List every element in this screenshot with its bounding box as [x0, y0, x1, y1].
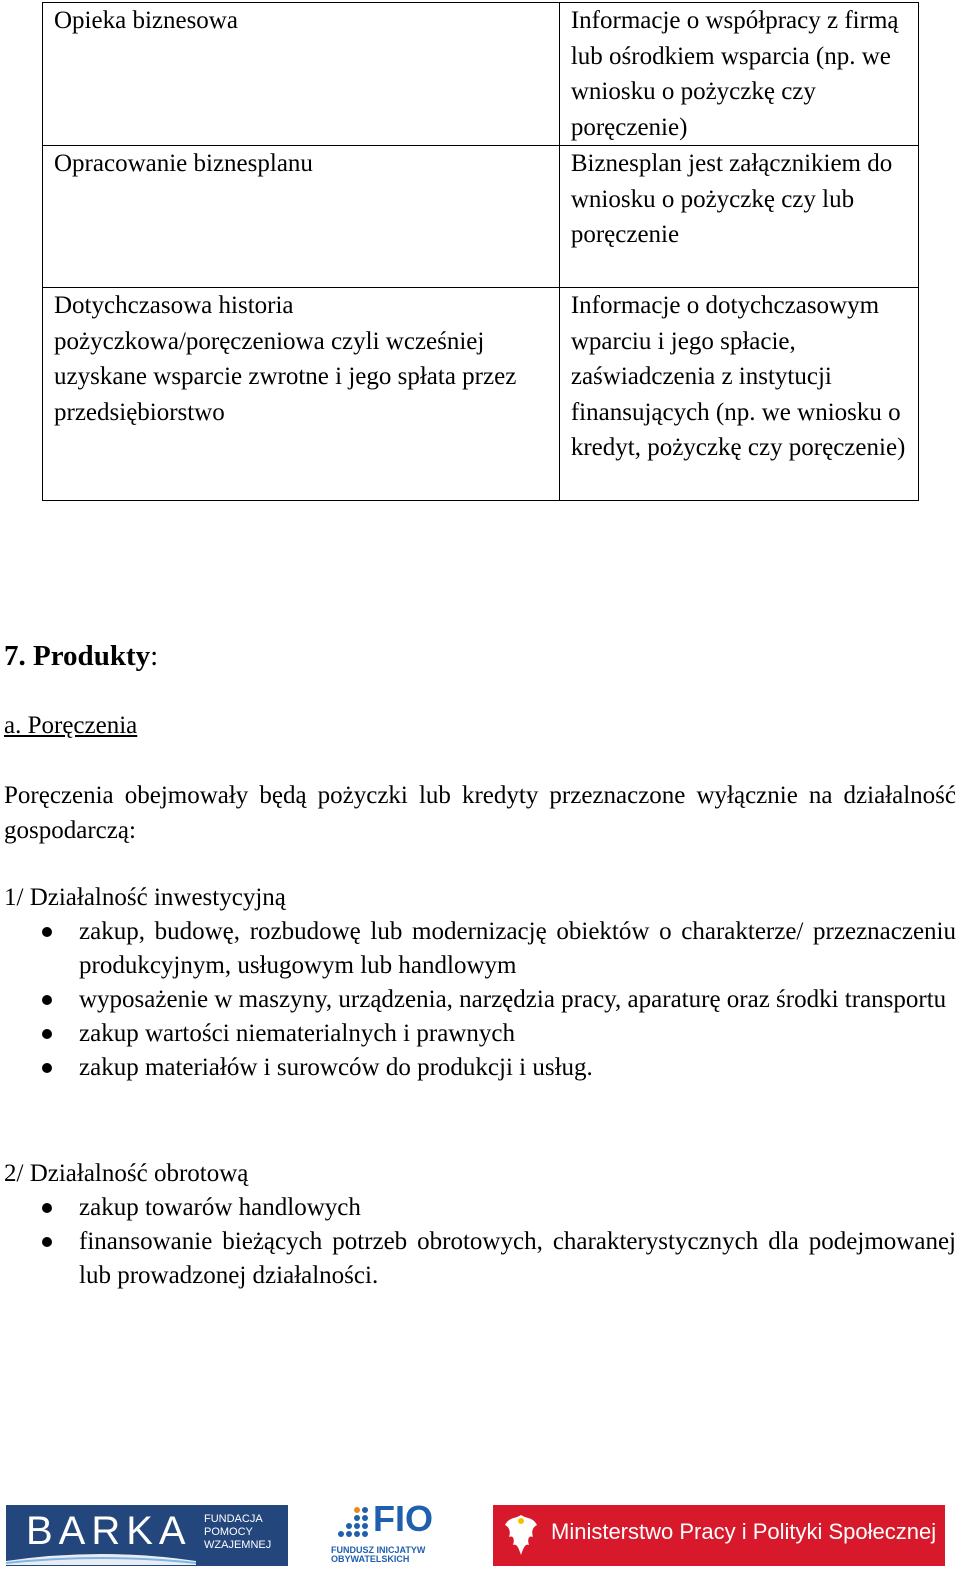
- table-cell-right: Biznesplan jest załącznikiem do wniosku o pożyczkę czy lub poręczenie: [559, 146, 918, 288]
- bullet-icon: [42, 1237, 52, 1247]
- table-cell-left: Opieka biznesowa: [43, 3, 560, 146]
- group-label: 1/ Działalność inwestycyjną: [4, 884, 286, 911]
- fio-subtitle: FUNDUSZ INICJATYW OBYWATELSKICH: [331, 1545, 426, 1564]
- group-investment: [4, 880, 956, 1085]
- bullet-icon: [42, 1063, 52, 1073]
- ministry-name: Ministerstwo Pracy i Polityki Społecznej: [551, 1519, 937, 1544]
- group-working-capital: [4, 1156, 956, 1293]
- table-row: [43, 288, 919, 501]
- footer-logos: [0, 1500, 960, 1572]
- section-title: Produkty: [33, 640, 151, 672]
- list-item: [4, 1191, 956, 1225]
- section-colon: :: [150, 640, 159, 672]
- list-item: [4, 1051, 956, 1085]
- list-item-text: zakup materiałów i surowców do produkcji i usług.: [79, 1054, 593, 1081]
- table-cell-left: Dotychczasowa historia pożyczkowa/poręczeniowa czyli wcześniej uzyskane wsparcie zwrotne i jego spłata przez przedsiębiorstwo: [43, 288, 560, 501]
- list-item-text: finansowanie bieżących potrzeb obrotowych, charakterystycznych dla podejmowanej lub prowadzonej działalności.: [79, 1228, 956, 1289]
- table-cell-right: Informacje o współpracy z firmą lub ośrodkiem wsparcia (np. we wniosku o pożyczkę czy poręczenie): [559, 3, 918, 146]
- bullet-list: [4, 1191, 956, 1293]
- barka-wordmark: BARKA: [26, 1509, 192, 1553]
- list-item-text: zakup, budowę, rozbudowę lub modernizację obiektów o charakterze/ przeznaczeniu produkcyjnym, usługowym lub handlowym: [79, 918, 956, 979]
- bullet-icon: [42, 927, 52, 937]
- list-item-text: zakup towarów handlowych: [79, 1194, 361, 1221]
- list-item-text: wyposażenie w maszyny, urządzenia, narzędzia pracy, aparaturę oraz środki transportu: [79, 986, 947, 1013]
- section-number: 7.: [4, 640, 26, 672]
- table-row: [43, 146, 919, 288]
- barka-subtitle: FUNDACJA POMOCY WZAJEMNEJ: [204, 1513, 272, 1551]
- bullet-icon: [42, 995, 52, 1005]
- barka-logo: [6, 1505, 288, 1566]
- section-heading: [4, 640, 158, 673]
- fio-wordmark: FIO: [373, 1498, 433, 1539]
- group-label: 2/ Działalność obrotową: [4, 1160, 249, 1187]
- ministry-logo: [493, 1505, 945, 1566]
- list-item: [4, 1017, 956, 1051]
- info-table: [42, 2, 919, 501]
- bullet-icon: [42, 1203, 52, 1213]
- list-item: [4, 983, 956, 1017]
- bullet-list: [4, 915, 956, 1085]
- list-item: [4, 915, 956, 983]
- bullet-icon: [42, 1029, 52, 1039]
- table-cell-right: Informacje o dotychczasowym wparciu i jego spłacie, zaświadczenia z instytucji finansujących (np. we wniosku o kredyt, pożyczkę czy poręczenie): [559, 288, 918, 501]
- list-item-text: zakup wartości niematerialnych i prawnych: [79, 1020, 515, 1047]
- barka-swoosh-icon: [6, 1551, 196, 1565]
- fio-logo: [331, 1498, 447, 1566]
- list-item: [4, 1225, 956, 1293]
- table-row: [43, 3, 919, 146]
- subheading: a. Poręczenia: [4, 712, 138, 739]
- intro-paragraph: Poręczenia obejmowały będą pożyczki lub kredyty przeznaczone wyłącznie na działalność gospodarczą:: [4, 782, 956, 844]
- table-cell-left: Opracowanie biznesplanu: [43, 146, 560, 288]
- eagle-emblem-icon: [501, 1511, 541, 1559]
- fio-dots-icon: [331, 1506, 371, 1542]
